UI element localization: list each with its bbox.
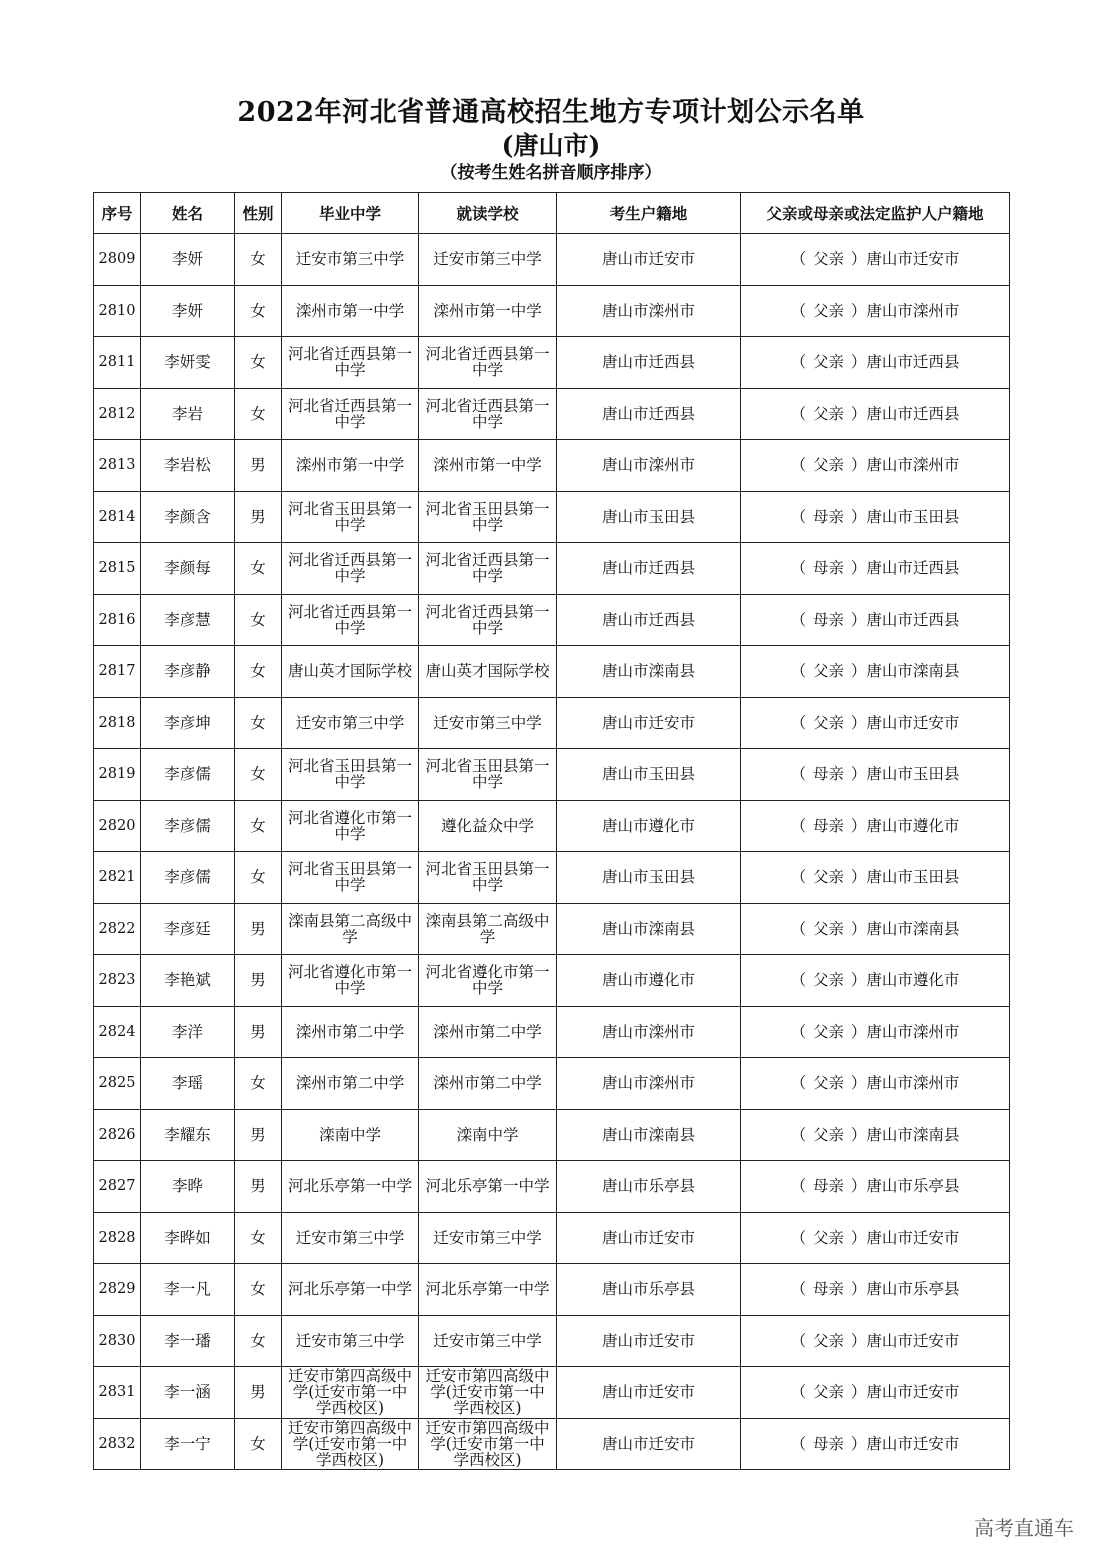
school-text: 滦州市第二中学	[295, 1022, 405, 1041]
school-text: 迁安市第四高级中学(迁安市第一中学西校区)	[425, 1418, 550, 1469]
cell-gender: 女	[235, 1212, 282, 1264]
cell-gender: 女	[235, 543, 282, 595]
cell-graduation-school	[282, 234, 419, 286]
cell-gender: 女	[235, 337, 282, 389]
cell-seq: 2823	[94, 955, 141, 1007]
cell-student-residence: 唐山市滦南县	[557, 903, 741, 955]
table-row	[94, 1006, 1010, 1058]
cell-guardian-residence: （ 父亲 ）唐山市迁西县	[741, 388, 1010, 440]
header-guardian-residence: 父亲或母亲或法定监护人户籍地	[741, 193, 1010, 234]
cell-gender: 男	[235, 1161, 282, 1213]
cell-seq: 2830	[94, 1315, 141, 1367]
school-text: 滦州市第一中学	[433, 456, 542, 475]
cell-student-residence: 唐山市玉田县	[557, 852, 741, 904]
cell-name: 李洋	[141, 1006, 235, 1058]
cell-current-school	[419, 234, 557, 286]
cell-graduation-school	[282, 543, 419, 595]
cell-current-school	[419, 491, 557, 543]
table-row	[94, 697, 1010, 749]
table-row	[94, 1367, 1010, 1419]
cell-guardian-residence: （ 父亲 ）唐山市遵化市	[741, 955, 1010, 1007]
cell-student-residence: 唐山市滦州市	[557, 1006, 741, 1058]
school-text: 唐山英才国际学校	[425, 662, 550, 681]
cell-guardian-residence: （ 父亲 ）唐山市玉田县	[741, 852, 1010, 904]
school-text: 滦州市第一中学	[295, 301, 405, 320]
cell-graduation-school	[282, 1109, 419, 1161]
school-text: 河北乐亭第一中学	[287, 1280, 412, 1299]
cell-current-school	[419, 955, 557, 1007]
cell-name: 李艳斌	[141, 955, 235, 1007]
header-current-school: 就读学校	[419, 193, 557, 234]
cell-current-school	[419, 1161, 557, 1213]
cell-gender: 男	[235, 1367, 282, 1419]
cell-student-residence: 唐山市迁安市	[557, 1367, 741, 1419]
cell-gender: 男	[235, 440, 282, 492]
table-row	[94, 543, 1010, 595]
cell-seq: 2817	[94, 646, 141, 698]
cell-name: 李彦坤	[141, 697, 235, 749]
cell-guardian-residence: （ 父亲 ）唐山市滦州市	[741, 440, 1010, 492]
cell-seq: 2832	[94, 1418, 141, 1470]
cell-current-school	[419, 1418, 557, 1470]
school-text: 河北乐亭第一中学	[425, 1280, 550, 1299]
cell-current-school	[419, 1006, 557, 1058]
school-text: 河北省迁西县第一中学	[425, 345, 550, 380]
cell-seq: 2822	[94, 903, 141, 955]
cell-student-residence: 唐山市乐亭县	[557, 1161, 741, 1213]
cell-seq: 2831	[94, 1367, 141, 1419]
cell-student-residence: 唐山市滦南县	[557, 1109, 741, 1161]
document-title: 2022年河北省普通高校招生地方专项计划公示名单	[237, 97, 865, 128]
cell-name: 李彦儒	[141, 749, 235, 801]
school-text: 河北省玉田县第一中学	[425, 499, 550, 534]
cell-seq: 2819	[94, 749, 141, 801]
table-row	[94, 1315, 1010, 1367]
cell-guardian-residence: （ 母亲 ）唐山市乐亭县	[741, 1161, 1010, 1213]
cell-current-school	[419, 800, 557, 852]
cell-current-school	[419, 594, 557, 646]
cell-guardian-residence: （ 父亲 ）唐山市迁安市	[741, 1315, 1010, 1367]
cell-name: 李颜含	[141, 491, 235, 543]
school-text: 河北省迁西县第一中学	[287, 551, 412, 586]
table-row	[94, 749, 1010, 801]
cell-current-school	[419, 646, 557, 698]
table-row	[94, 800, 1010, 852]
cell-graduation-school	[282, 646, 419, 698]
cell-gender: 女	[235, 1315, 282, 1367]
school-text: 迁安市第四高级中学(迁安市第一中学西校区)	[425, 1367, 550, 1418]
school-text: 河北乐亭第一中学	[425, 1177, 550, 1196]
cell-graduation-school	[282, 1418, 419, 1470]
cell-student-residence: 唐山市乐亭县	[557, 1264, 741, 1316]
cell-current-school	[419, 285, 557, 337]
cell-graduation-school	[282, 749, 419, 801]
cell-name: 李瑶	[141, 1058, 235, 1110]
watermark: 高考直通车	[974, 1516, 1074, 1540]
cell-guardian-residence: （ 父亲 ）唐山市迁安市	[741, 1367, 1010, 1419]
header-gender: 性别	[235, 193, 282, 234]
table-row	[94, 1109, 1010, 1161]
cell-seq: 2820	[94, 800, 141, 852]
cell-guardian-residence: （ 母亲 ）唐山市迁安市	[741, 1418, 1010, 1470]
cell-seq: 2810	[94, 285, 141, 337]
cell-current-school	[419, 749, 557, 801]
school-text: 迁安市第四高级中学(迁安市第一中学西校区)	[287, 1367, 412, 1418]
cell-current-school	[419, 1058, 557, 1110]
cell-student-residence: 唐山市遵化市	[557, 800, 741, 852]
cell-graduation-school	[282, 800, 419, 852]
cell-name: 李妍雯	[141, 337, 235, 389]
cell-gender: 女	[235, 594, 282, 646]
cell-gender: 男	[235, 903, 282, 955]
cell-gender: 女	[235, 234, 282, 286]
cell-seq: 2827	[94, 1161, 141, 1213]
table-header-row	[94, 193, 1010, 234]
cell-guardian-residence: （ 父亲 ）唐山市迁安市	[741, 1212, 1010, 1264]
school-text: 河北省玉田县第一中学	[425, 860, 550, 895]
cell-name: 李彦儒	[141, 852, 235, 904]
school-text: 河北省遵化市第一中学	[287, 963, 412, 998]
school-text: 河北省遵化市第一中学	[425, 963, 550, 998]
header-name: 姓名	[141, 193, 235, 234]
school-text: 迁安市第三中学	[295, 1331, 405, 1350]
cell-name: 李晔如	[141, 1212, 235, 1264]
school-text: 河北省遵化市第一中学	[287, 808, 412, 843]
cell-name: 李一璠	[141, 1315, 235, 1367]
cell-gender: 男	[235, 1006, 282, 1058]
cell-graduation-school	[282, 337, 419, 389]
cell-guardian-residence: （ 母亲 ）唐山市玉田县	[741, 749, 1010, 801]
table-row	[94, 1418, 1010, 1470]
cell-current-school	[419, 903, 557, 955]
cell-student-residence: 唐山市滦南县	[557, 646, 741, 698]
cell-graduation-school	[282, 1367, 419, 1419]
school-text: 河北乐亭第一中学	[287, 1177, 412, 1196]
cell-current-school	[419, 1109, 557, 1161]
cell-current-school	[419, 440, 557, 492]
school-text: 迁安市第三中学	[295, 250, 405, 269]
cell-graduation-school	[282, 1264, 419, 1316]
cell-name: 李耀东	[141, 1109, 235, 1161]
cell-gender: 女	[235, 697, 282, 749]
sort-note: （按考生姓名拼音顺序排序）	[440, 163, 662, 183]
cell-graduation-school	[282, 285, 419, 337]
cell-guardian-residence: （ 父亲 ）唐山市迁安市	[741, 234, 1010, 286]
cell-guardian-residence: （ 母亲 ）唐山市遵化市	[741, 800, 1010, 852]
school-text: 河北省迁西县第一中学	[287, 602, 412, 637]
cell-guardian-residence: （ 父亲 ）唐山市滦州市	[741, 285, 1010, 337]
cell-graduation-school	[282, 1006, 419, 1058]
table-row	[94, 285, 1010, 337]
cell-name: 李岩松	[141, 440, 235, 492]
table-row	[94, 646, 1010, 698]
cell-student-residence: 唐山市迁安市	[557, 1418, 741, 1470]
cell-gender: 女	[235, 1418, 282, 1470]
cell-gender: 男	[235, 491, 282, 543]
cell-guardian-residence: （ 母亲 ）唐山市玉田县	[741, 491, 1010, 543]
cell-gender: 男	[235, 955, 282, 1007]
cell-graduation-school	[282, 903, 419, 955]
school-text: 遵化益众中学	[440, 816, 534, 835]
cell-name: 李一凡	[141, 1264, 235, 1316]
cell-gender: 女	[235, 852, 282, 904]
cell-graduation-school	[282, 1315, 419, 1367]
cell-guardian-residence: （ 父亲 ）唐山市滦州市	[741, 1006, 1010, 1058]
school-text: 滦南中学	[318, 1125, 381, 1144]
school-text: 滦州市第二中学	[433, 1074, 542, 1093]
cell-graduation-school	[282, 388, 419, 440]
school-text: 河北省迁西县第一中学	[425, 551, 550, 586]
cell-student-residence: 唐山市滦州市	[557, 285, 741, 337]
school-text: 滦南县第二高级中学	[287, 911, 412, 946]
cell-name: 李一宁	[141, 1418, 235, 1470]
school-text: 河北省迁西县第一中学	[425, 602, 550, 637]
cell-current-school	[419, 1315, 557, 1367]
cell-current-school	[419, 337, 557, 389]
cell-gender: 女	[235, 285, 282, 337]
school-text: 迁安市第三中学	[433, 1331, 542, 1350]
cell-graduation-school	[282, 697, 419, 749]
school-text: 滦南中学	[456, 1125, 519, 1144]
cell-name: 李妍	[141, 285, 235, 337]
cell-guardian-residence: （ 母亲 ）唐山市乐亭县	[741, 1264, 1010, 1316]
cell-current-school	[419, 543, 557, 595]
cell-guardian-residence: （ 母亲 ）唐山市迁西县	[741, 594, 1010, 646]
table-row	[94, 903, 1010, 955]
cell-seq: 2813	[94, 440, 141, 492]
cell-gender: 女	[235, 388, 282, 440]
cell-student-residence: 唐山市迁安市	[557, 1212, 741, 1264]
table-row	[94, 491, 1010, 543]
cell-current-school	[419, 1264, 557, 1316]
cell-graduation-school	[282, 1212, 419, 1264]
cell-seq: 2818	[94, 697, 141, 749]
cell-current-school	[419, 697, 557, 749]
cell-current-school	[419, 1212, 557, 1264]
cell-student-residence: 唐山市迁西县	[557, 388, 741, 440]
table-row	[94, 594, 1010, 646]
cell-name: 李颜每	[141, 543, 235, 595]
table-row	[94, 337, 1010, 389]
cell-gender: 女	[235, 749, 282, 801]
cell-gender: 女	[235, 800, 282, 852]
cell-graduation-school	[282, 1058, 419, 1110]
cell-student-residence: 唐山市玉田县	[557, 491, 741, 543]
cell-student-residence: 唐山市玉田县	[557, 749, 741, 801]
school-text: 迁安市第三中学	[433, 250, 542, 269]
cell-current-school	[419, 1367, 557, 1419]
cell-seq: 2828	[94, 1212, 141, 1264]
school-text: 河北省迁西县第一中学	[287, 396, 412, 431]
table-row	[94, 1161, 1010, 1213]
cell-seq: 2826	[94, 1109, 141, 1161]
table-row	[94, 955, 1010, 1007]
table-row	[94, 1058, 1010, 1110]
school-text: 迁安市第三中学	[295, 1228, 405, 1247]
school-text: 河北省玉田县第一中学	[425, 757, 550, 792]
cell-graduation-school	[282, 1161, 419, 1213]
roster-table	[93, 192, 1010, 1470]
cell-student-residence: 唐山市遵化市	[557, 955, 741, 1007]
cell-current-school	[419, 388, 557, 440]
cell-seq: 2815	[94, 543, 141, 595]
table-row	[94, 852, 1010, 904]
cell-graduation-school	[282, 852, 419, 904]
header-graduation-school: 毕业中学	[282, 193, 419, 234]
cell-guardian-residence: （ 父亲 ）唐山市滦南县	[741, 1109, 1010, 1161]
school-text: 滦州市第二中学	[433, 1022, 542, 1041]
cell-graduation-school	[282, 955, 419, 1007]
table-row	[94, 388, 1010, 440]
school-text: 滦南县第二高级中学	[425, 911, 550, 946]
cell-guardian-residence: （ 父亲 ）唐山市滦南县	[741, 646, 1010, 698]
table-row	[94, 1264, 1010, 1316]
school-text: 滦州市第一中学	[433, 301, 542, 320]
school-text: 迁安市第三中学	[433, 713, 542, 732]
cell-name: 李彦静	[141, 646, 235, 698]
document-subtitle: (唐山市)	[501, 131, 601, 160]
cell-student-residence: 唐山市迁西县	[557, 543, 741, 595]
cell-student-residence: 唐山市滦州市	[557, 440, 741, 492]
school-text: 河北省玉田县第一中学	[287, 757, 412, 792]
table-row	[94, 1212, 1010, 1264]
cell-name: 李彦儒	[141, 800, 235, 852]
school-text: 滦州市第二中学	[295, 1074, 405, 1093]
cell-name: 李妍	[141, 234, 235, 286]
cell-student-residence: 唐山市滦州市	[557, 1058, 741, 1110]
school-text: 河北省迁西县第一中学	[287, 345, 412, 380]
cell-seq: 2829	[94, 1264, 141, 1316]
cell-guardian-residence: （ 父亲 ）唐山市迁西县	[741, 337, 1010, 389]
cell-gender: 男	[235, 1109, 282, 1161]
cell-seq: 2821	[94, 852, 141, 904]
cell-guardian-residence: （ 父亲 ）唐山市滦州市	[741, 1058, 1010, 1110]
cell-student-residence: 唐山市迁安市	[557, 1315, 741, 1367]
cell-seq: 2811	[94, 337, 141, 389]
table-body	[94, 234, 1010, 1470]
cell-student-residence: 唐山市迁安市	[557, 697, 741, 749]
cell-gender: 女	[235, 1264, 282, 1316]
header-seq: 序号	[94, 193, 141, 234]
school-text: 滦州市第一中学	[295, 456, 405, 475]
cell-gender: 女	[235, 646, 282, 698]
cell-graduation-school	[282, 594, 419, 646]
cell-graduation-school	[282, 491, 419, 543]
cell-gender: 女	[235, 1058, 282, 1110]
school-text: 迁安市第三中学	[295, 713, 405, 732]
cell-name: 李彦慧	[141, 594, 235, 646]
cell-graduation-school	[282, 440, 419, 492]
cell-student-residence: 唐山市迁西县	[557, 337, 741, 389]
cell-guardian-residence: （ 父亲 ）唐山市迁安市	[741, 697, 1010, 749]
cell-seq: 2812	[94, 388, 141, 440]
cell-seq: 2809	[94, 234, 141, 286]
cell-seq: 2816	[94, 594, 141, 646]
school-text: 河北省玉田县第一中学	[287, 860, 412, 895]
cell-student-residence: 唐山市迁西县	[557, 594, 741, 646]
cell-name: 李一涵	[141, 1367, 235, 1419]
cell-name: 李岩	[141, 388, 235, 440]
table-row	[94, 234, 1010, 286]
school-text: 河北省玉田县第一中学	[287, 499, 412, 534]
cell-name: 李晔	[141, 1161, 235, 1213]
cell-seq: 2825	[94, 1058, 141, 1110]
cell-seq: 2824	[94, 1006, 141, 1058]
header-student-residence: 考生户籍地	[557, 193, 741, 234]
school-text: 迁安市第四高级中学(迁安市第一中学西校区)	[287, 1418, 412, 1469]
cell-current-school	[419, 852, 557, 904]
school-text: 唐山英才国际学校	[287, 662, 412, 681]
cell-guardian-residence: （ 母亲 ）唐山市迁西县	[741, 543, 1010, 595]
school-text: 河北省迁西县第一中学	[425, 396, 550, 431]
cell-guardian-residence: （ 父亲 ）唐山市滦南县	[741, 903, 1010, 955]
cell-seq: 2814	[94, 491, 141, 543]
cell-name: 李彦廷	[141, 903, 235, 955]
cell-student-residence: 唐山市迁安市	[557, 234, 741, 286]
school-text: 迁安市第三中学	[433, 1228, 542, 1247]
table-row	[94, 440, 1010, 492]
